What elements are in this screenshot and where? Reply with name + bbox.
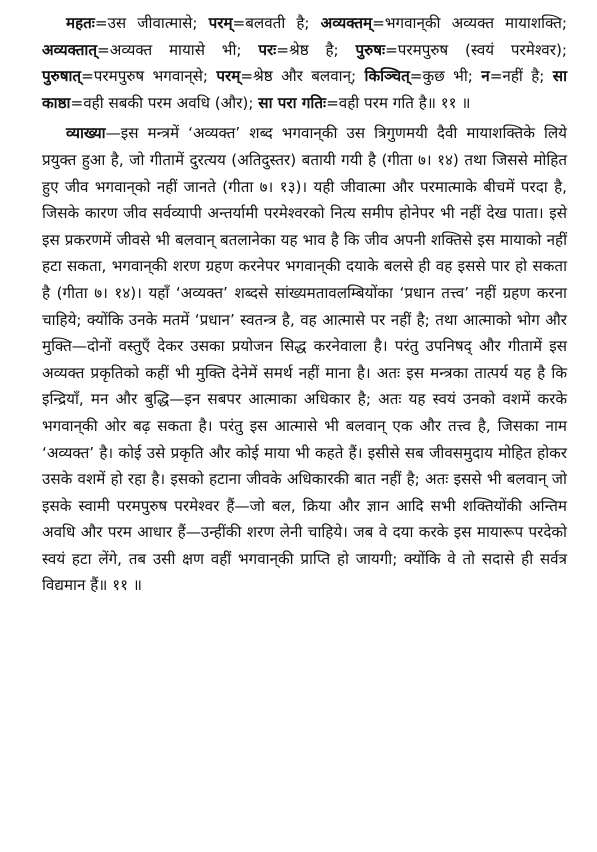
glossary-term: न [481, 67, 490, 86]
glossary-term: सा परा गतिः [258, 93, 327, 112]
glossary-term: पुरुषात् [42, 67, 82, 86]
glossary-term: पुरुषः [355, 40, 386, 59]
glossary-term: परः [258, 40, 277, 59]
glossary-term: अव्यक्तात् [42, 40, 97, 59]
glossary-meaning: =उस जीवात्मासे; [94, 14, 209, 32]
glossary-meaning: =परमपुरुष (स्वयं परमेश्वर); [385, 40, 567, 59]
glossary-term: सा काष्ठा [42, 67, 567, 112]
glossary-meaning: =अव्यक्त मायासे भी; [97, 40, 259, 59]
commentary-label: व्याख्या [66, 124, 106, 143]
word-meanings-paragraph [42, 10, 567, 116]
glossary-meaning: =वही सबकी परम अवधि (और); [70, 93, 259, 112]
glossary-meaning: =श्रेष्ठ और बलवान्; [240, 67, 365, 86]
glossary-meaning: =भगवान्‌की अव्यक्त मायाशक्ति; [372, 14, 567, 32]
glossary-term: महतः [66, 14, 95, 32]
glossary-meaning: =वही परम गति है॥ ११ ॥ [326, 93, 471, 112]
glossary-meaning: =परमपुरुष भगवान्‌से; [81, 67, 217, 86]
glossary-term: किञ्चित् [364, 67, 410, 86]
commentary-paragraph [42, 120, 567, 599]
glossary-meaning: =नहीं है; [489, 67, 553, 86]
glossary-term: अव्यक्तम् [320, 14, 373, 32]
glossary-meaning: =श्रेष्ठ है; [276, 40, 356, 59]
commentary-text: —इस मन्त्रमें ‘अव्यक्त’ शब्द भगवान्‌की उस त्रिगुणमयी दैवी मायाशक्तिके लिये प्रयुक्त हुआ है, जो गीतामें दुरत्यय (अतिदुस्तर) बतायी गयी है (गीता ७। १४) तथा जिससे मोहित हुए जीव भगवान्‌को नहीं जानते (गीता ७। १३)। यही जीवात्मा और परमात्माके बीचमें परदा है, जिसके कारण जीव सर्वव्यापी अन्तर्यामी परमेश्वरको नित्य समीप होनेपर भी नहीं देख पाता। इसे इस प्रकरणमें जीवसे भी बलवान् बतलानेका यह भाव है कि जीव अपनी शक्तिसे इस मायाको नहीं हटा सकता, भगवान्‌की शरण ग्रहण करनेपर भगवान्‌की दयाके बलसे ही वह इससे पार हो सकता है (गीता ७। १४)। यहाँ ‘अव्यक्त’ शब्दसे सांख्यमतावलम्बियोंका ‘प्रधान तत्त्व’ नहीं ग्रहण करना चाहिये; क्योंकि उनके मतमें ‘प्रधान’ स्वतन्त्र है, वह आत्मासे पर नहीं है; तथा आत्माको भोग और मुक्ति—दोनों वस्तुएँ देकर उसका प्रयोजन सिद्ध करनेवाला है। परंतु उपनिषद् और गीतामें इस अव्यक्त प्रकृतिको कहीं भी मुक्ति देनेमें समर्थ नहीं माना है। अतः इस मन्त्रका तात्पर्य यह है कि इन्द्रियाँ, मन और बुद्धि—इन सबपर आत्माका अधिकार है; अतः यह स्वयं उनको वशमें करके भगवान्‌की ओर बढ़ सकता है। परंतु इस आत्मासे भी बलवान् एक और तत्त्व है, जिसका नाम ‘अव्यक्त’ है। कोई उसे प्रकृति और कोई माया भी कहते हैं। इसीसे सब जीवसमुदाय मोहित होकर उसके वशमें हो रहा है। इसको हटाना जीवके अधिकारकी बात नहीं है; अतः इससे भी बलवान् जो इसके स्वामी परमपुरुष परमेश्वर हैं—जो बल, क्रिया और ज्ञान आदि सभी शक्तियोंकी अन्तिम अवधि और परम आधार हैं—उन्हींकी शरण लेनी चाहिये। जब वे दया करके इस मायारूप परदेको स्वयं हटा लेंगे, तब उसी क्षण वहीं भगवान्‌की प्राप्ति हो जायगी; क्योंकि वे तो सदासे ही सर्वत्र विद्यमान हैं॥ ११ ॥ [42, 124, 567, 595]
glossary-meaning: =कुछ भी; [409, 67, 482, 86]
glossary-term: परम् [208, 14, 233, 32]
glossary-meaning: =बलवती है; [232, 14, 321, 32]
glossary-term: परम् [216, 67, 241, 86]
